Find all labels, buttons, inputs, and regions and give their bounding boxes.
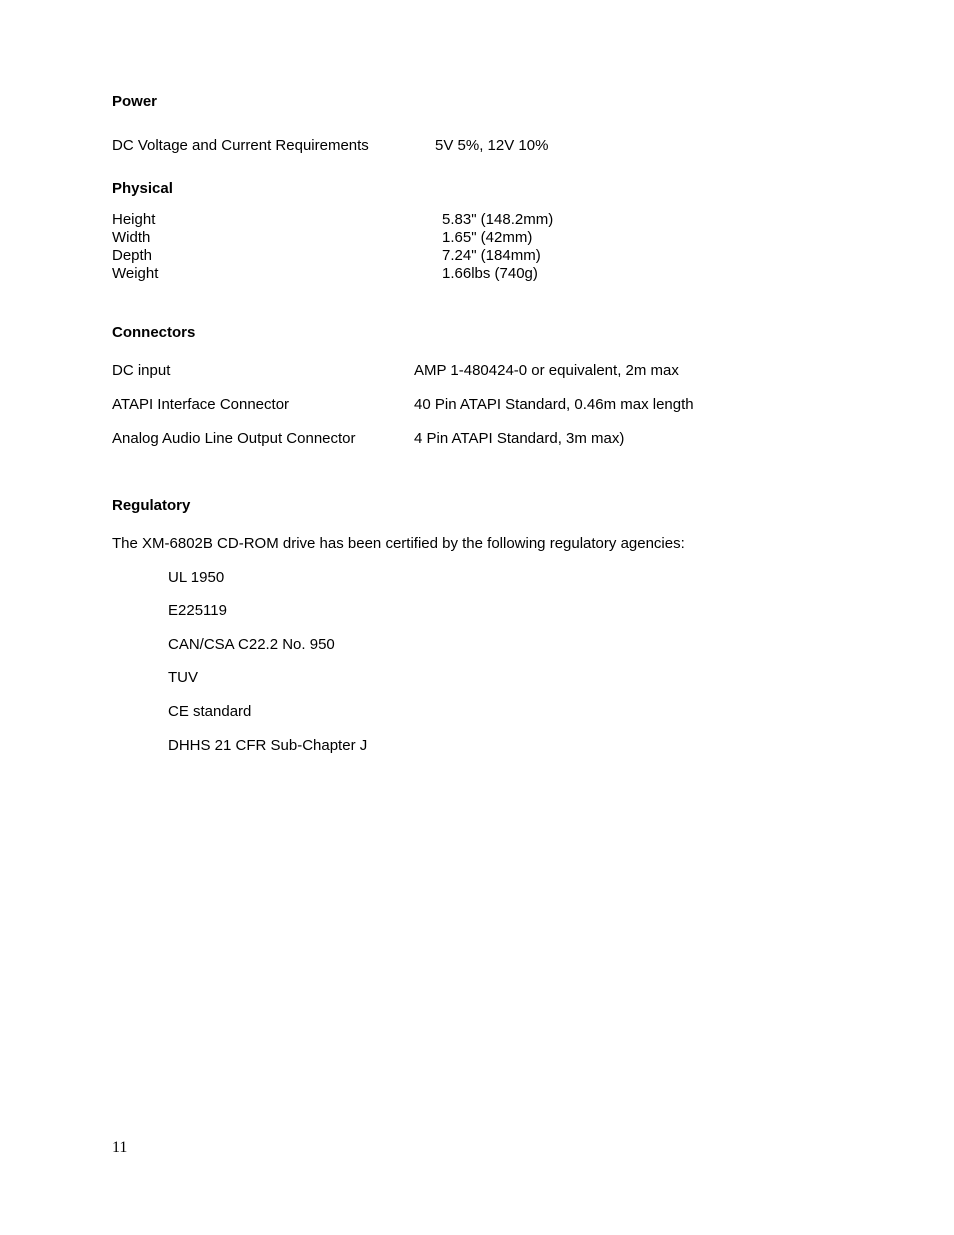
agency-item: TUV bbox=[168, 669, 198, 686]
connector-value-dc-input: AMP 1-480424-0 or equivalent, 2m max bbox=[414, 362, 679, 379]
connector-label-audio: Analog Audio Line Output Connector bbox=[112, 430, 356, 447]
physical-label-weight: Weight bbox=[112, 265, 159, 282]
regulatory-heading: Regulatory bbox=[112, 497, 191, 514]
physical-label-depth: Depth bbox=[112, 247, 153, 264]
physical-value-height: 5.83" (148.2mm) bbox=[442, 211, 554, 228]
connector-value-atapi: 40 Pin ATAPI Standard, 0.46m max length bbox=[414, 396, 694, 413]
agency-item: DHHS 21 CFR Sub-Chapter J bbox=[168, 737, 368, 754]
connector-value-audio: 4 Pin ATAPI Standard, 3m max) bbox=[414, 430, 625, 447]
page-number: 11 bbox=[112, 1139, 128, 1156]
connector-label-dc-input: DC input bbox=[112, 362, 171, 379]
agency-item: CAN/CSA C22.2 No. 950 bbox=[168, 636, 335, 653]
agency-item: UL 1950 bbox=[168, 569, 225, 586]
connectors-heading: Connectors bbox=[112, 324, 196, 341]
regulatory-intro: The XM-6802B CD-ROM drive has been certified by the following regulatory agencies: bbox=[112, 535, 685, 552]
connector-label-atapi: ATAPI Interface Connector bbox=[112, 396, 290, 413]
physical-value-weight: 1.66lbs (740g) bbox=[442, 265, 538, 282]
physical-value-depth: 7.24" (184mm) bbox=[442, 247, 541, 264]
power-heading: Power bbox=[112, 93, 158, 110]
physical-value-width: 1.65" (42mm) bbox=[442, 229, 533, 246]
agency-item: E225119 bbox=[168, 602, 227, 619]
power-value: 5V 5%, 12V 10% bbox=[435, 137, 549, 154]
agency-item: CE standard bbox=[168, 703, 252, 720]
power-label: DC Voltage and Current Requirements bbox=[112, 137, 369, 154]
physical-label-width: Width bbox=[112, 229, 151, 246]
physical-label-height: Height bbox=[112, 211, 156, 228]
physical-heading: Physical bbox=[112, 180, 173, 197]
